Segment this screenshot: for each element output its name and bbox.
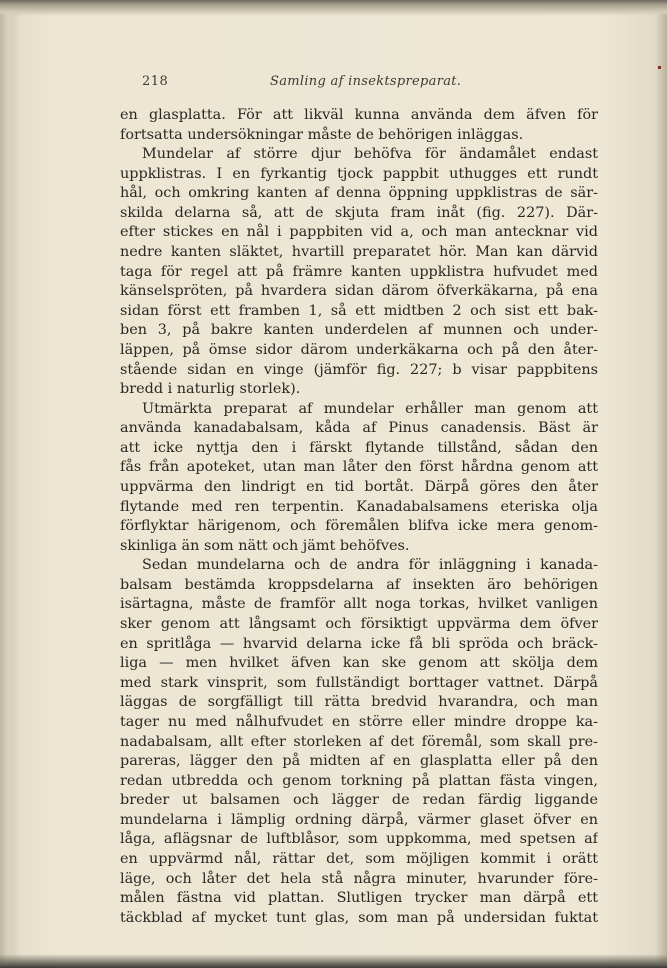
text-line: balsam bestämda kroppsdelarna af insekten äro behörigen <box>120 576 598 593</box>
text-line: läge, och låter det hela stå några minuter, hvarunder före- <box>120 870 598 887</box>
text-line: Mundelar af större djur behöfva för ändamålet endast <box>142 146 598 163</box>
text-line: isärtagna, måste de framför allt noga torkas, hvilket vanligen <box>120 596 598 613</box>
ink-mark <box>658 66 661 69</box>
text-line: pareras, lägger den på midten af en glasplatta eller på den <box>120 753 598 770</box>
text-line: bredd i naturlig storlek). <box>120 381 301 398</box>
text-line: skilda delarna så, att de skjuta fram inåt (fig. 227). Där- <box>120 204 598 221</box>
text-line: läppen, på ömse sidor därom underkäkarna och på den åter- <box>120 341 598 358</box>
text-line: känselspröten, på hvardera sidan därom öfverkäkarna, på ena <box>120 283 598 300</box>
page-number: 218 <box>142 74 169 89</box>
text-line: liga — men hvilket äfven kan ske genom att skölja dem <box>120 655 598 672</box>
text-line: taga för regel att på främre kanten uppklistra hufvudet med <box>120 263 598 280</box>
text-line: mundelarna i lämplig ordning därpå, värmer glaset öfver en <box>120 811 598 828</box>
text-line: nadabalsam, allt efter storleken af det föremål, som skall pre- <box>120 733 598 750</box>
text-line: uppklistras. I en fyrkantig tjock pappbit uthugges ett rundt <box>120 165 598 182</box>
page-top-edge <box>0 0 667 16</box>
book-page <box>120 74 598 928</box>
text-line: använda kanadabalsam, kåda af Pinus canadensis. Bäst är <box>120 420 598 437</box>
text-line: målen fästna vid plattan. Slutligen trycker man därpå ett <box>120 890 598 907</box>
text-line: breder ut balsamen och lägger de redan färdig liggande <box>120 792 598 809</box>
text-line: flytande med ren terpentin. Kanadabalsamens eteriska olja <box>120 498 598 515</box>
text-line: tager nu med nålhufvudet en större eller mindre droppe ka- <box>120 713 598 730</box>
text-line: hål, och omkring kanten af denna öppning uppklistras de sär- <box>120 185 598 202</box>
text-line: en spritlåga — hvarvid delarna icke få bli spröda och bräck- <box>120 635 598 652</box>
text-line: täckblad af mycket tunt glas, som man på undersidan fuktat <box>120 909 598 926</box>
page-gutter-shadow <box>0 0 22 968</box>
page-bottom-edge <box>0 954 667 968</box>
text-line: en uppvärmd nål, rättar det, som möjligen kommit i orätt <box>120 850 598 867</box>
text-line: efter stickes en nål i pappbiten vid a, och man antecknar vid <box>120 224 598 241</box>
text-line: sidan först ett framben 1, så ett midtben 2 och sist ett bak- <box>120 302 598 319</box>
text-line: skinliga än som nätt och jämt behöfves. <box>120 537 410 554</box>
body-text <box>120 106 598 928</box>
text-line: att icke nyttja den i färskt flytande tillstånd, sådan den <box>120 439 598 456</box>
text-line: fortsatta undersökningar måste de behörigen inläggas. <box>120 126 524 143</box>
text-line: låga, aflägsnar de luftblåsor, som uppkomma, med spetsen af <box>120 831 598 848</box>
text-line: fås från apoteket, utan man låter den först hårdna genom att <box>120 459 598 476</box>
text-line: nedre kanten släktet, hvartill preparatet hör. Man kan därvid <box>120 244 598 261</box>
text-line: redan utbredda och genom torkning på plattan fästa vingen, <box>120 772 598 789</box>
running-title: Samling af insektspreparat. <box>270 74 462 89</box>
text-line: stående sidan en vinge (jämför fig. 227; b visar pappbitens <box>120 361 598 378</box>
text-line: uppvärma den lindrigt en tid bortåt. Därpå göres den åter <box>120 478 598 495</box>
text-line: förflyktar härigenom, och föremålen blifva icke mera genom- <box>120 518 598 535</box>
text-line: läggas de sorgfälligt till rätta bredvid hvarandra, och man <box>120 694 598 711</box>
text-line: ben 3, på bakre kanten underdelen af munnen och under- <box>120 322 598 339</box>
text-line: med stark vinsprit, som fullständigt borttager vattnet. Därpå <box>120 674 598 691</box>
text-line: sker genom att långsamt och försiktigt uppvärma dem öfver <box>120 616 598 633</box>
running-head <box>120 74 598 96</box>
text-line: en glasplatta. För att likväl kunna använda dem äfven för <box>120 107 598 123</box>
text-line: Sedan mundelarna och de andra för inläggning i kanada- <box>142 557 598 574</box>
text-line: Utmärkta preparat af mundelar erhåller man genom att <box>142 400 598 417</box>
